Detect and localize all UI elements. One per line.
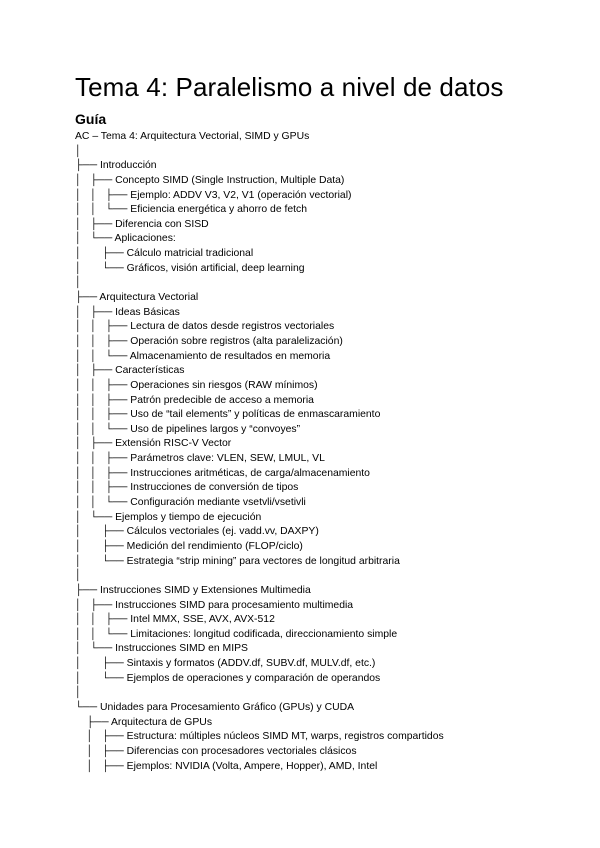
- tree-line: │ ├── Concepto SIMD (Single Instruction, Multiple Data): [75, 174, 345, 186]
- tree-line: │ ├── Diferencias con procesadores vectoriales clásicos: [75, 745, 357, 757]
- tree-line: │ │ ├── Intel MMX, SSE, AVX, AVX-512: [75, 614, 275, 626]
- tree-line: │ ├── Cálculo matricial tradicional: [75, 248, 254, 260]
- tree-line: │ ├── Ejemplos: NVIDIA (Volta, Ampere, Hopper), AMD, Intel: [75, 760, 378, 772]
- tree-line: │ │ ├── Operaciones sin riesgos (RAW mínimos): [75, 379, 318, 391]
- tree-line: │ └── Aplicaciones:: [75, 233, 176, 245]
- tree-line: │ │ ├── Patrón predecible de acceso a memoria: [75, 394, 314, 406]
- tree-line: │ ├── Diferencia con SISD: [75, 218, 209, 230]
- tree-line: │ │ ├── Ejemplo: ADDV V3, V2, V1 (operación vectorial): [75, 189, 352, 201]
- tree-line: │ │ ├── Instrucciones aritméticas, de carga/almacenamiento: [75, 467, 370, 479]
- tree-line: │ ├── Características: [75, 365, 185, 377]
- tree-line: │ ├── Extensión RISC-V Vector: [75, 438, 232, 450]
- page-title: Tema 4: Paralelismo a nivel de datos: [75, 72, 504, 102]
- tree-line: │ │ └── Almacenamiento de resultados en memoria: [75, 350, 331, 362]
- tree-line: ├── Instrucciones SIMD y Extensiones Multimedia: [75, 584, 311, 596]
- tree-line: │ ├── Ideas Básicas: [75, 306, 180, 318]
- tree-line: │ ├── Sintaxis y formatos (ADDV.df, SUBV.df, MULV.df, etc.): [75, 658, 376, 670]
- tree-line: │ └── Instrucciones SIMD en MIPS: [75, 643, 248, 655]
- tree-line: │ └── Estrategia “strip mining” para vectores de longitud arbitraria: [75, 555, 400, 567]
- tree-line: │ └── Ejemplos de operaciones y comparación de operandos: [75, 672, 381, 684]
- tree-line: │ └── Ejemplos y tiempo de ejecución: [75, 511, 262, 523]
- tree-line: │: [75, 277, 82, 289]
- tree-line: └── Unidades para Procesamiento Gráfico (GPUs) y CUDA: [75, 701, 355, 713]
- tree-line: │ └── Gráficos, visión artificial, deep learning: [75, 262, 305, 274]
- outline-tree: [75, 130, 444, 774]
- tree-line: AC – Tema 4: Arquitectura Vectorial, SIMD y GPUs: [75, 131, 310, 142]
- tree-line: │ │ └── Eficiencia energética y ahorro de fetch: [75, 204, 308, 216]
- tree-line: │: [75, 570, 82, 582]
- tree-line: │ │ └── Limitaciones: longitud codificada, direccionamiento simple: [75, 628, 398, 640]
- tree-line: │ │ ├── Lectura de datos desde registros vectoriales: [75, 321, 335, 333]
- tree-line: ├── Arquitectura de GPUs: [75, 716, 213, 728]
- tree-line: │ ├── Medición del rendimiento (FLOP/ciclo): [75, 540, 303, 552]
- tree-line: │ ├── Cálculos vectoriales (ej. vadd.vv, DAXPY): [75, 526, 319, 538]
- tree-line: │ │ ├── Uso de “tail elements” y políticas de enmascaramiento: [75, 409, 381, 421]
- tree-line: │: [75, 687, 82, 699]
- tree-line: │ ├── Estructura: múltiples núcleos SIMD MT, warps, registros compartidos: [75, 731, 444, 743]
- tree-line: ├── Introducción: [75, 160, 157, 172]
- tree-line: ├── Arquitectura Vectorial: [75, 292, 199, 304]
- tree-line: │ ├── Instrucciones SIMD para procesamiento multimedia: [75, 599, 354, 611]
- tree-line: │ │ └── Configuración mediante vsetvli/vsetivli: [75, 497, 306, 509]
- tree-line: │: [75, 145, 82, 157]
- tree-line: │ │ ├── Parámetros clave: VLEN, SEW, LMUL, VL: [75, 453, 325, 465]
- tree-line: │ │ ├── Instrucciones de conversión de tipos: [75, 482, 299, 494]
- tree-line: │ │ ├── Operación sobre registros (alta paralelización): [75, 335, 343, 347]
- page-subtitle: Guía: [75, 111, 107, 127]
- tree-line: │ │ └── Uso de pipelines largos y “convoyes”: [75, 423, 301, 435]
